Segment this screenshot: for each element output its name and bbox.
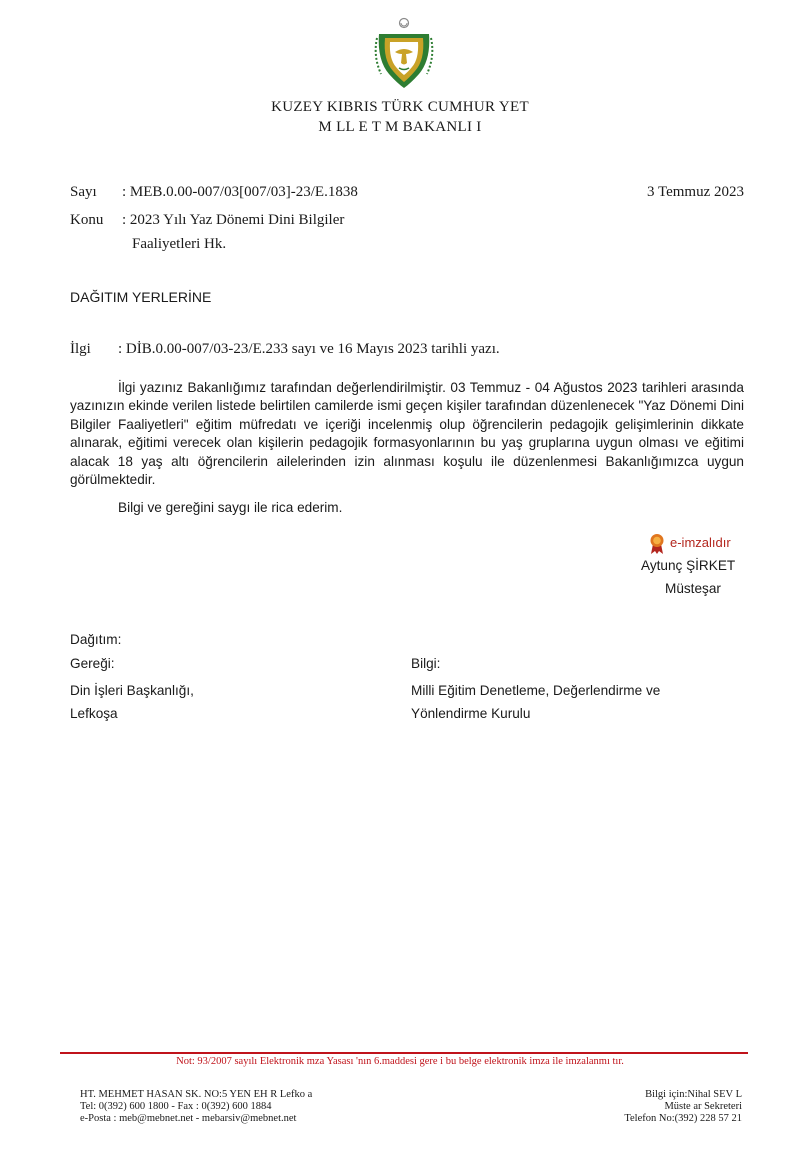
signer-title: Müsteşar [665,581,721,596]
konu-value-line1: : 2023 Yılı Yaz Dönemi Dini Bilgiler [122,212,345,228]
signer-name: Aytunç ŞİRKET [641,558,736,573]
footer-info-role: Müste ar Sekreteri [664,1101,742,1112]
body-paragraph [70,379,744,489]
footer-email: e-Posta : meb@mebnet.net - mebarsiv@mebnet.net [80,1113,297,1124]
gere-recipient-line1: Din İşleri Başkanlığı, [70,683,194,698]
gere-recipient-line2: Lefkoşa [70,706,118,721]
sayi-value: : MEB.0.00-007/03[007/03]-23/E.1838 [122,184,358,200]
konu-label: Konu [70,212,104,228]
footer-phone-fax: Tel: 0(392) 600 1800 - Fax : 0(392) 600 1884 [80,1101,272,1112]
e-signature-legal-note: Not: 93/2007 sayılı Elektronik mza Yasası 'nın 6.maddesi gere i bu belge elektronik imza ile imzalanmı tır. [176,1056,624,1067]
document-date: 3 Temmuz 2023 [647,184,744,200]
bilgi-label: Bilgi: [411,656,441,671]
ilgi-value: : DİB.0.00-007/03-23/E.233 sayı ve 16 Mayıs 2023 tarihli yazı. [118,341,500,357]
sayi-label: Sayı [70,184,97,200]
note-divider [60,1052,748,1054]
gere-label: Gereği: [70,656,115,671]
body-paragraph-text: İlgi yazınız Bakanlığımız tarafından değerlendirilmiştir. 03 Temmuz - 04 Ağustos 2023 tarihleri arasında yazınızın ekinde verilen listede belirtilen camilerde ismi geçen kişiler tarafından düzenlenecek "Yaz Dönemi Dini Bilgiler Faaliyetleri" eğitim müfredatı ve içeriği incelenmiş olup öğrencilerin pedagojik gelişimlerinin dikkate alınarak, eğitimi verecek olan kişilerin pedagojik formasyonlarının bu yaş gruplarına uygun olması ve eğitimi alacak 18 yaş altı öğrencilerin ailelerinden izin alınması koşulu ile düzenlenmesi Bakanlığımızca uygun görülmektedir. [70,380,744,488]
ministry-name-heading: M LL E T M BAKANLI I [318,119,482,135]
ilgi-label: İlgi [70,341,91,357]
bilgi-recipient-line1: Milli Eğitim Denetleme, Değerlendirme ve [411,683,661,698]
closing-line: Bilgi ve gereğini saygı ile rica ederim. [118,500,343,515]
distribution-heading: Dağıtım: [70,632,122,647]
footer-info-phone: Telefon No:(392) 228 57 21 [624,1113,742,1124]
coat-of-arms-emblem [371,16,437,92]
country-name-heading: KUZEY KIBRIS TÜRK CUMHUR YET [271,99,529,115]
konu-value-line2: Faaliyetleri Hk. [132,236,227,252]
rosette-badge-icon [648,533,666,555]
footer-address: HT. MEHMET HASAN SK. NO:5 YEN EH R Lefko a [80,1089,313,1100]
bilgi-recipient-line2: Yönlendirme Kurulu [411,706,531,721]
footer-info-person: Bilgi için:Nihal SEV L [645,1089,742,1100]
addressee: DAĞITIM YERLERİNE [70,289,212,305]
e-signature-label: e-imzalıdır [670,535,731,550]
